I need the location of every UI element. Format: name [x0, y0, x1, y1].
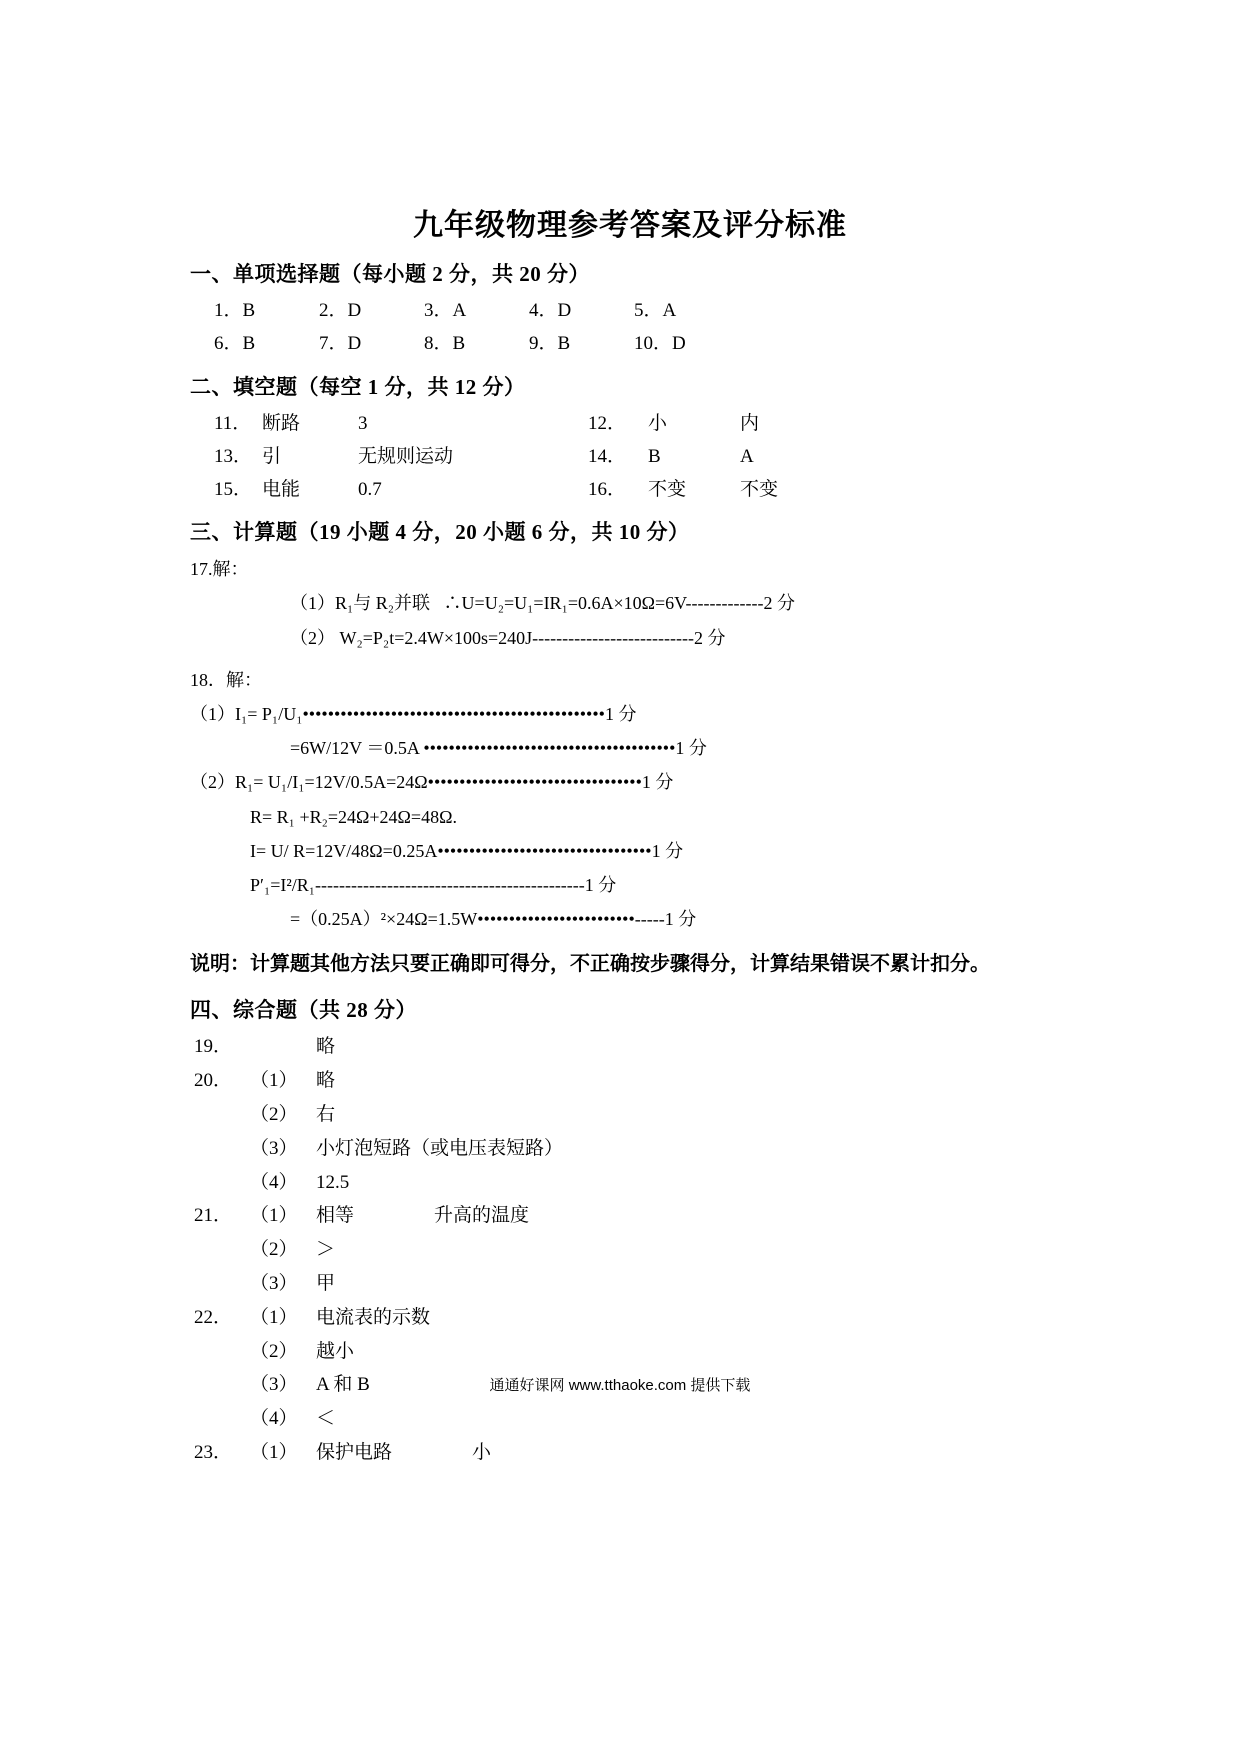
question-18-label: 18．解： — [190, 669, 262, 690]
part-label: （2） — [250, 1239, 298, 1261]
choice-answer-cell: 9．B — [529, 333, 571, 355]
fill-answer: A — [740, 445, 754, 467]
choice-answer-cell: 5．A — [634, 300, 677, 321]
part-label: （3） — [250, 1137, 298, 1159]
answer-text: 小灯泡短路（或电压表短路） — [316, 1137, 564, 1159]
answer-text: ＜ — [316, 1408, 336, 1430]
fill-answer: 小 — [648, 412, 668, 434]
item-number — [190, 1233, 250, 1267]
section-heading-choice: 一、单项选择题（每小题 2 分，共 20 分） — [190, 262, 590, 286]
part-label: （4） — [250, 1171, 298, 1193]
page-title: 九年级物理参考答案及评分标准 — [413, 209, 847, 242]
item-number — [190, 1335, 250, 1369]
question-18-line: P′₁=I²/R₁---------------------------------------------1 分 — [250, 874, 617, 895]
question-18-line: =（0.25A）²×24Ω=1.5W•••••••••••••••••••••••••-----1 分 — [290, 909, 697, 930]
part-label: （2） — [250, 1340, 298, 1362]
answer-item-row — [190, 1030, 1070, 1064]
answer-item-row — [190, 1335, 1070, 1369]
choice-answer-cell: 2．D — [319, 300, 362, 321]
part-label: （1） — [250, 1442, 298, 1464]
question-18-line: =6W/12V ＝0.5A ••••••••••••••••••••••••••••••••••••••••1 分 — [290, 738, 707, 759]
item-number: 22． — [194, 1306, 233, 1328]
part-label: （3） — [250, 1374, 298, 1396]
choice-answer-cell: 7．D — [319, 333, 362, 355]
item-number: 20． — [194, 1070, 233, 1092]
answer-text: 相等 — [316, 1205, 355, 1227]
question-17-line: （2） W₂=P₂t=2.4W×100s=240J---------------------------2 分 — [290, 627, 726, 648]
page-footer: 通通好课网 www.tthaoke.com 提供下载 — [489, 1377, 751, 1394]
answer-text: ＞ — [316, 1239, 336, 1261]
answer-item-row — [190, 1233, 1070, 1267]
choice-answer-cell: 6．B — [214, 333, 256, 355]
item-number: 23． — [194, 1442, 233, 1464]
fill-answer-row — [190, 407, 1070, 440]
question-18-line: I= U/ R=12V/48Ω=0.25A••••••••••••••••••••••••••••••••••1 分 — [250, 840, 684, 861]
choice-answer-cell: 10．D — [634, 333, 686, 355]
fill-item-number: 13． — [214, 445, 253, 467]
choice-answer-cell: 3．A — [424, 300, 467, 321]
item-number: 19． — [194, 1036, 233, 1058]
grading-note: 说明：计算题其他方法只要正确即可得分，不正确按步骤得分，计算结果错误不累计扣分。 — [190, 953, 990, 976]
fill-answer: 不变 — [648, 479, 687, 500]
choice-answer-cell: 1．B — [214, 300, 256, 321]
item-number — [190, 1267, 250, 1301]
question-18-line: （2）R₁= U₁/I₁=12V/0.5A=24Ω••••••••••••••••••••••••••••••••••1 分 — [190, 772, 674, 793]
part-label: （4） — [250, 1408, 298, 1430]
fill-item-number: 14． — [588, 445, 627, 467]
section-heading-calculation: 三、计算题（19 小题 4 分，20 小题 6 分，共 10 分） — [190, 520, 690, 545]
fill-answer: 3 — [358, 412, 368, 434]
question-18-line: R= R₁ +R₂=24Ω+24Ω=48Ω. — [250, 806, 457, 827]
document-body — [190, 200, 1070, 1470]
part-label: （1） — [250, 1306, 298, 1328]
answer-item-row — [190, 1301, 1070, 1335]
item-number — [190, 1132, 250, 1166]
part-label: （1） — [250, 1070, 298, 1092]
fill-item-number: 15． — [214, 479, 253, 500]
answer-text: 略 — [316, 1070, 336, 1092]
answer-text: 略 — [316, 1036, 336, 1058]
answer-item-row — [190, 1436, 1070, 1470]
question-17-label: 17.解： — [190, 559, 249, 580]
fill-answer: 引 — [262, 445, 282, 467]
item-number: 21． — [194, 1205, 233, 1227]
fill-item-number: 11． — [214, 412, 252, 434]
answer-item-row — [190, 1166, 1070, 1200]
part-label: （2） — [250, 1103, 298, 1125]
item-number — [190, 1166, 250, 1200]
answer-text: 12.5 — [316, 1171, 350, 1193]
fill-answer: 电能 — [262, 479, 301, 500]
answer-item-row — [190, 1064, 1070, 1098]
answer-item-row — [190, 1098, 1070, 1132]
answer-item-row — [190, 1267, 1070, 1301]
answer-text: 保护电路 — [316, 1442, 393, 1464]
answer-text: 越小 — [316, 1340, 355, 1362]
choice-answer-row — [190, 327, 1070, 360]
fill-answer: 0.7 — [358, 479, 382, 500]
section-heading-fill: 二、填空题（每空 1 分，共 12 分） — [190, 374, 526, 399]
answer-item-row — [190, 1199, 1070, 1233]
fill-answer-row — [190, 473, 1070, 506]
answer-item-row — [190, 1132, 1070, 1166]
section-heading-comprehensive: 四、综合题（共 28 分） — [190, 998, 417, 1023]
choice-answer-cell: 8．B — [424, 333, 466, 355]
part-label: （1） — [250, 1205, 298, 1227]
fill-item-number: 12． — [588, 412, 627, 434]
choice-answer-row — [190, 294, 1070, 327]
fill-answer: 断路 — [262, 412, 301, 434]
answer-text: 右 — [316, 1103, 336, 1125]
fill-answer: 不变 — [740, 479, 779, 500]
answer-text-secondary: 小 — [472, 1442, 492, 1464]
item-number — [190, 1402, 250, 1436]
item-number — [190, 1098, 250, 1132]
fill-answer: 内 — [740, 412, 760, 434]
answer-text: A 和 B — [316, 1374, 370, 1396]
fill-answer: 无规则运动 — [358, 445, 454, 467]
fill-item-number: 16． — [588, 479, 627, 500]
part-label — [250, 1030, 316, 1064]
fill-answer: B — [648, 445, 661, 467]
answer-text-secondary: 升高的温度 — [434, 1205, 530, 1227]
question-17-line: （1）R₁与 R₂并联 ∴U=U₂=U₁=IR₁=0.6A×10Ω=6V-------------2 分 — [290, 593, 795, 614]
answer-text: 甲 — [316, 1273, 336, 1294]
choice-answer-cell: 4．D — [529, 300, 572, 321]
part-label: （3） — [250, 1273, 298, 1294]
question-18-line: （1）I₁= P₁/U₁••••••••••••••••••••••••••••••••••••••••••••••••1 分 — [190, 704, 637, 724]
answer-item-row — [190, 1402, 1070, 1436]
answer-text: 电流表的示数 — [316, 1306, 431, 1328]
fill-answer-row — [190, 440, 1070, 473]
